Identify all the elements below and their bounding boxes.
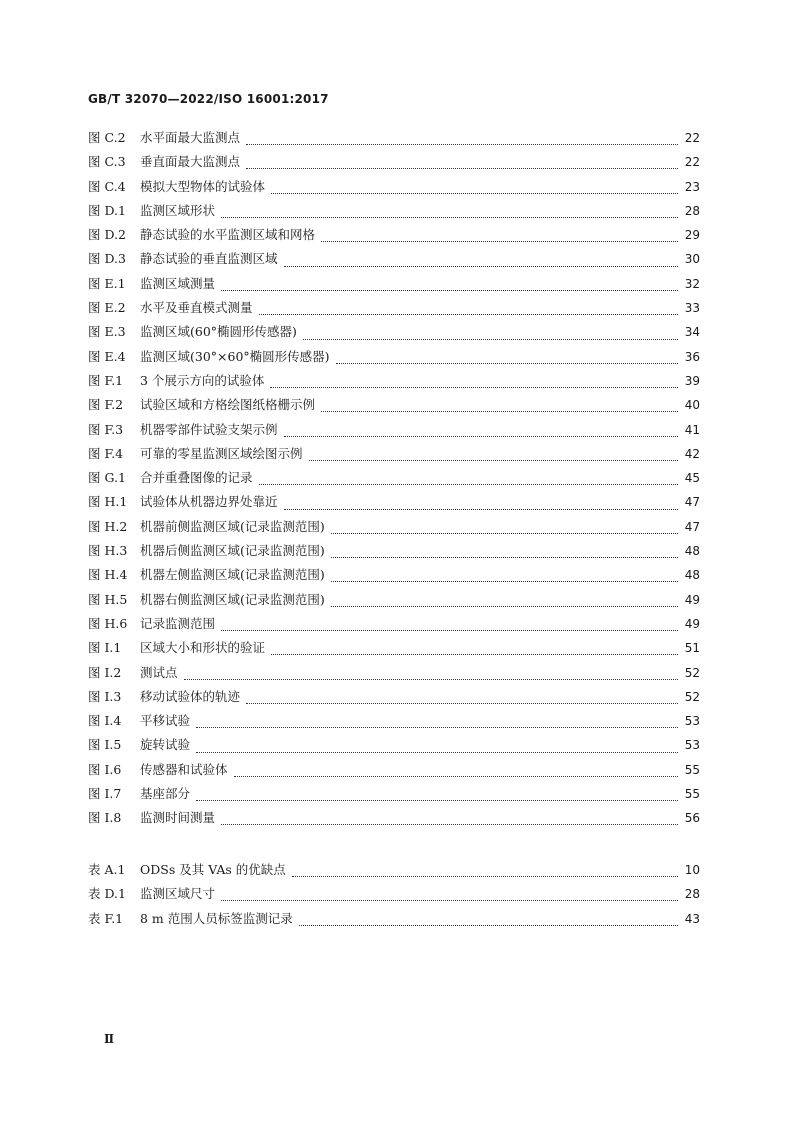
figure-entry-page: 22 — [684, 155, 700, 170]
figure-entry-page: 52 — [684, 689, 700, 704]
table-entry-title: 8 m 范围人员标签监测记录 — [140, 910, 293, 926]
dot-leader — [221, 815, 678, 825]
figure-entry-label: 图 D.3 — [88, 251, 126, 267]
figure-list — [88, 128, 700, 833]
figure-entry[interactable] — [88, 808, 700, 832]
dot-leader — [336, 354, 678, 364]
figure-entry-page: 53 — [684, 714, 700, 729]
figure-entry-label: 图 F.3 — [88, 421, 124, 437]
figure-entry-title: 监测区域(30°×60°椭圆形传感器) — [140, 348, 330, 364]
figure-entry[interactable] — [88, 711, 700, 735]
table-list — [88, 860, 700, 933]
dot-leader — [331, 597, 678, 607]
figure-entry[interactable] — [88, 492, 700, 516]
dot-leader — [309, 451, 678, 461]
figure-entry-title: 静态试验的垂直监测区域 — [140, 251, 278, 267]
figure-entry-title: 监测区域测量 — [140, 275, 216, 291]
figure-entry-label: 图 H.6 — [88, 615, 128, 631]
dot-leader — [221, 891, 678, 901]
figure-entry-label: 图 H.3 — [88, 543, 128, 559]
figure-entry-title: 传感器和试验体 — [140, 761, 228, 777]
figure-entry-page: 47 — [684, 495, 700, 510]
figure-entry-page: 30 — [684, 252, 700, 267]
figure-entry-label: 图 D.2 — [88, 227, 126, 243]
figure-entry-page: 33 — [684, 301, 700, 316]
figure-entry[interactable] — [88, 687, 700, 711]
figure-entry-label: 图 F.4 — [88, 445, 124, 461]
dot-leader — [184, 670, 678, 680]
figure-entry[interactable] — [88, 225, 700, 249]
table-entry-page: 10 — [684, 863, 700, 877]
dot-leader — [246, 694, 678, 704]
figure-entry-page: 32 — [684, 276, 700, 291]
figure-entry[interactable] — [88, 444, 700, 468]
figure-entry-label: 图 G.1 — [88, 470, 126, 486]
figure-entry[interactable] — [88, 347, 700, 371]
figure-entry-label: 图 C.3 — [88, 154, 126, 170]
figure-entry-page: 42 — [684, 446, 700, 461]
dot-leader — [299, 916, 678, 926]
figure-entry[interactable] — [88, 177, 700, 201]
figure-entry-label: 图 I.2 — [88, 664, 122, 680]
figure-entry-title: 区域大小和形状的验证 — [140, 640, 266, 656]
figure-entry-title: 监测区域(60°椭圆形传感器) — [140, 324, 297, 340]
dot-leader — [321, 232, 678, 242]
figure-entry-title: 3 个展示方向的试验体 — [140, 372, 265, 388]
figure-entry[interactable] — [88, 638, 700, 662]
dot-leader — [270, 378, 678, 388]
dot-leader — [284, 427, 678, 437]
figure-entry[interactable] — [88, 371, 700, 395]
figure-entry-page: 49 — [684, 592, 700, 607]
dot-leader — [259, 305, 678, 315]
figure-entry-label: 图 D.1 — [88, 202, 126, 218]
figure-entry-page: 55 — [684, 762, 700, 777]
figure-entry-page: 34 — [684, 325, 700, 340]
figure-entry[interactable] — [88, 614, 700, 638]
table-entry-title: ODSs 及其 VAs 的优缺点 — [140, 862, 286, 877]
dot-leader — [284, 257, 678, 267]
figure-entry-page: 52 — [684, 665, 700, 680]
figure-entry-label: 图 I.8 — [88, 810, 122, 826]
figure-entry-title: 机器前侧监测区域(记录监测范围) — [140, 518, 325, 534]
figure-entry-page: 47 — [684, 519, 700, 534]
figure-entry-title: 平移试验 — [140, 713, 191, 729]
figure-entry[interactable] — [88, 468, 700, 492]
figure-entry[interactable] — [88, 201, 700, 225]
figure-entry-title: 旋转试验 — [140, 737, 191, 753]
figure-entry-label: 图 E.2 — [88, 300, 126, 316]
figure-entry[interactable] — [88, 298, 700, 322]
figure-entry-label: 图 H.4 — [88, 567, 128, 583]
dot-leader — [196, 718, 678, 728]
figure-entry-page: 36 — [684, 349, 700, 364]
figure-entry-page: 48 — [684, 544, 700, 559]
table-entry-page: 43 — [684, 911, 700, 926]
figure-entry-label: 图 I.1 — [88, 640, 122, 656]
figure-entry[interactable] — [88, 274, 700, 298]
dot-leader — [196, 743, 678, 753]
figure-entry[interactable] — [88, 420, 700, 444]
dot-leader — [303, 330, 678, 340]
figure-entry-title: 监测时间测量 — [140, 810, 216, 826]
table-entry-label: 表 D.1 — [88, 886, 126, 902]
figure-entry[interactable] — [88, 760, 700, 784]
figure-entry-title: 水平面最大监测点 — [140, 130, 241, 145]
figure-entry-title: 水平及垂直模式测量 — [140, 300, 253, 316]
figure-entry-page: 53 — [684, 738, 700, 753]
page-number: Ⅱ — [104, 1032, 115, 1046]
figure-entry[interactable] — [88, 152, 700, 176]
figure-entry[interactable] — [88, 735, 700, 759]
dot-leader — [292, 867, 678, 877]
figure-entry-label: 图 I.5 — [88, 737, 122, 753]
figure-entry-title: 合并重叠图像的记录 — [140, 470, 253, 486]
figure-entry-title: 记录监测范围 — [140, 615, 216, 631]
dot-leader — [221, 281, 678, 291]
figure-entry-page: 23 — [684, 179, 700, 194]
figure-entry-title: 试验体从机器边界处靠近 — [140, 494, 278, 510]
figure-entry-page: 28 — [684, 203, 700, 218]
figure-entry[interactable] — [88, 395, 700, 419]
dot-leader — [284, 500, 678, 510]
figure-entry-label: 图 I.7 — [88, 786, 122, 802]
figure-entry-title: 机器左侧监测区域(记录监测范围) — [140, 567, 325, 583]
figure-entry[interactable] — [88, 128, 700, 152]
dot-leader — [246, 135, 678, 145]
dot-leader — [246, 159, 678, 169]
figure-entry[interactable] — [88, 517, 700, 541]
figure-entry-page: 49 — [684, 616, 700, 631]
figure-entry-label: 图 H.5 — [88, 591, 128, 607]
dot-leader — [271, 184, 678, 194]
dot-leader — [331, 572, 678, 582]
table-entry-label: 表 F.1 — [88, 910, 124, 926]
figure-entry-page: 39 — [684, 373, 700, 388]
figure-entry-label: 图 E.4 — [88, 348, 126, 364]
figure-entry-label: 图 I.3 — [88, 688, 122, 704]
figure-entry-label: 图 I.6 — [88, 761, 122, 777]
figure-entry[interactable] — [88, 541, 700, 565]
figure-entry-page: 48 — [684, 568, 700, 583]
figure-entry-label: 图 E.1 — [88, 275, 126, 291]
table-entry[interactable] — [88, 860, 700, 884]
figure-entry-page: 55 — [684, 787, 700, 802]
figure-entry-title: 基座部分 — [140, 786, 191, 802]
figure-entry[interactable] — [88, 565, 700, 589]
figure-entry-label: 图 C.2 — [88, 130, 126, 145]
figure-entry[interactable] — [88, 784, 700, 808]
dot-leader — [331, 524, 678, 534]
dot-leader — [196, 791, 678, 801]
figure-entry-page: 22 — [684, 131, 700, 145]
dot-leader — [221, 621, 678, 631]
dot-leader — [234, 767, 678, 777]
table-entry-title: 监测区域尺寸 — [140, 886, 216, 902]
table-entry[interactable] — [88, 884, 700, 908]
dot-leader — [331, 548, 678, 558]
figure-entry-title: 测试点 — [140, 664, 178, 680]
figure-entry-title: 试验区域和方格绘图纸格栅示例 — [140, 397, 316, 413]
figure-entry-label: 图 F.2 — [88, 397, 124, 413]
figure-entry[interactable] — [88, 663, 700, 687]
figure-entry-label: 图 E.3 — [88, 324, 126, 340]
table-entry[interactable] — [88, 909, 700, 933]
figure-entry-title: 垂直面最大监测点 — [140, 154, 241, 170]
table-entry-label: 表 A.1 — [88, 862, 126, 877]
figure-entry-page: 51 — [684, 641, 700, 656]
dot-leader — [271, 645, 678, 655]
figure-entry-page: 56 — [684, 811, 700, 826]
figure-entry-label: 图 I.4 — [88, 713, 122, 729]
table-entry-page: 28 — [684, 887, 700, 902]
figure-entry[interactable] — [88, 590, 700, 614]
dot-leader — [321, 402, 678, 412]
figure-entry-label: 图 F.1 — [88, 372, 124, 388]
figure-entry-label: 图 H.1 — [88, 494, 128, 510]
dot-leader — [259, 475, 678, 485]
dot-leader — [221, 208, 678, 218]
document-standard-id: GB/T 32070—2022/ISO 16001:2017 — [88, 92, 329, 106]
figure-entry-title: 移动试验体的轨迹 — [140, 688, 241, 704]
figure-entry-title: 监测区域形状 — [140, 202, 216, 218]
figure-entry-page: 41 — [684, 422, 700, 437]
figure-entry-page: 45 — [684, 471, 700, 486]
figure-entry-label: 图 C.4 — [88, 178, 126, 194]
figure-entry-label: 图 H.2 — [88, 518, 128, 534]
figure-entry-title: 机器零部件试验支架示例 — [140, 421, 278, 437]
figure-entry[interactable] — [88, 249, 700, 273]
figure-entry[interactable] — [88, 322, 700, 346]
figure-entry-title: 机器后侧监测区域(记录监测范围) — [140, 543, 325, 559]
figure-entry-page: 40 — [684, 398, 700, 413]
figure-entry-title: 静态试验的水平监测区域和网格 — [140, 227, 316, 243]
figure-entry-title: 可靠的零星监测区域绘图示例 — [140, 445, 303, 461]
figure-entry-page: 29 — [684, 228, 700, 243]
figure-entry-title: 机器右侧监测区域(记录监测范围) — [140, 591, 325, 607]
figure-entry-title: 模拟大型物体的试验体 — [140, 178, 266, 194]
